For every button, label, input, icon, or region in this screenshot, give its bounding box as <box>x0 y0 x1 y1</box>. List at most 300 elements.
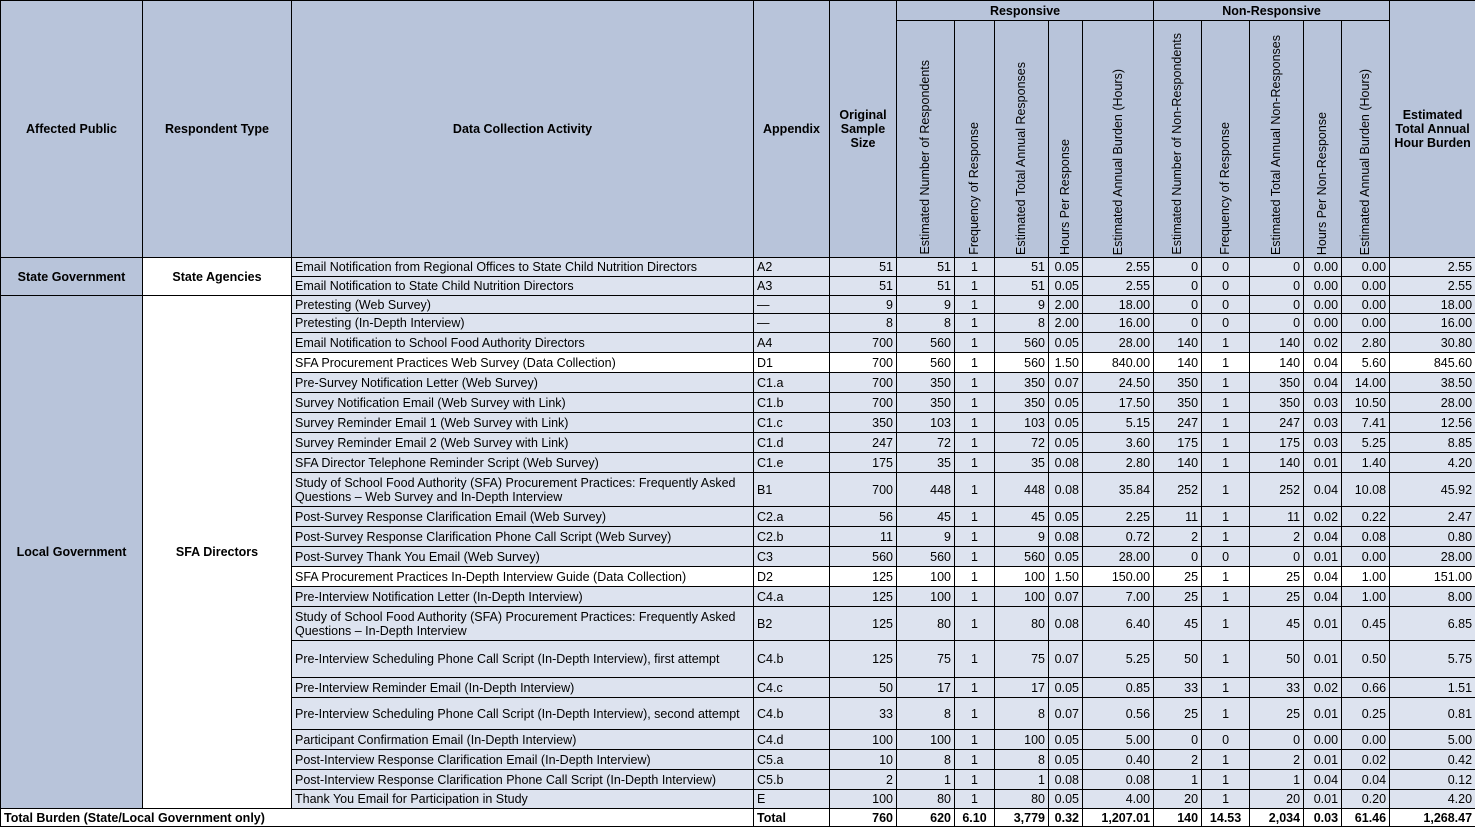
nr-hours-cell: 0.04 <box>1304 567 1342 587</box>
hours-per-response-cell: 0.08 <box>1049 453 1083 473</box>
total-responses-cell: 448 <box>995 473 1049 507</box>
total-appendix-cell: Total <box>754 809 830 827</box>
burden-cell: 150.00 <box>1083 567 1154 587</box>
respondents-cell: 1 <box>897 770 955 790</box>
activity-cell: Survey Notification Email (Web Survey with Link) <box>292 393 754 413</box>
nr-total-cell: 50 <box>1250 641 1304 678</box>
total-responses-cell: 8 <box>995 698 1049 730</box>
nr-total-cell: 0 <box>1250 258 1304 277</box>
nonrespondents-cell: 252 <box>1154 473 1202 507</box>
sample-size-cell: 175 <box>830 453 897 473</box>
total-responses-cell: 350 <box>995 393 1049 413</box>
burden-cell: 0.85 <box>1083 678 1154 698</box>
total-responses-cell: 51 <box>995 277 1049 296</box>
appendix-cell: C4.b <box>754 641 830 678</box>
nr-hours-cell: 0.02 <box>1304 333 1342 353</box>
appendix-cell: B1 <box>754 473 830 507</box>
activity-cell: SFA Procurement Practices In-Depth Interview Guide (Data Collection) <box>292 567 754 587</box>
nr-burden-cell: 14.00 <box>1342 373 1390 393</box>
sample-size-cell: 100 <box>830 790 897 809</box>
nr-hours-cell: 0.03 <box>1304 433 1342 453</box>
nr-burden-cell: 1.00 <box>1342 587 1390 607</box>
frequency-cell: 1 <box>955 547 995 567</box>
frequency-cell: 1 <box>955 393 995 413</box>
nr-total-cell: 0 <box>1250 547 1304 567</box>
nonrespondents-cell: 0 <box>1154 277 1202 296</box>
total-responses-cell: 560 <box>995 353 1049 373</box>
nr-total-cell: 11 <box>1250 507 1304 527</box>
total-responses-cell: 72 <box>995 433 1049 453</box>
total-nonrespondents-cell: 140 <box>1154 809 1202 827</box>
grand-total-cell: 28.00 <box>1390 393 1475 413</box>
total-row <box>1 809 1475 827</box>
header-activity: Data Collection Activity <box>292 1 754 258</box>
nr-burden-cell: 0.00 <box>1342 277 1390 296</box>
nr-total-cell: 25 <box>1250 698 1304 730</box>
frequency-cell: 1 <box>955 353 995 373</box>
respondents-cell: 560 <box>897 547 955 567</box>
total-responses-cell: 9 <box>995 527 1049 547</box>
table-row <box>1 296 1475 314</box>
total-label: Total Burden (State/Local Government only) <box>1 809 754 827</box>
nonrespondents-cell: 33 <box>1154 678 1202 698</box>
nr-burden-cell: 0.08 <box>1342 527 1390 547</box>
grand-total-cell: 6.85 <box>1390 607 1475 641</box>
total-responses-cell: 100 <box>995 587 1049 607</box>
respondents-cell: 17 <box>897 678 955 698</box>
nr-total-cell: 2 <box>1250 750 1304 770</box>
nr-total-cell: 0 <box>1250 314 1304 333</box>
respondents-cell: 9 <box>897 296 955 314</box>
sample-size-cell: 51 <box>830 277 897 296</box>
affected-public-cell: State Government <box>1 258 143 296</box>
nr-total-cell: 0 <box>1250 277 1304 296</box>
nonrespondents-cell: 0 <box>1154 547 1202 567</box>
hours-per-response-cell: 0.08 <box>1049 527 1083 547</box>
frequency-cell: 1 <box>955 678 995 698</box>
total-responses-cell: 9 <box>995 296 1049 314</box>
nonrespondents-cell: 350 <box>1154 373 1202 393</box>
nr-burden-cell: 0.22 <box>1342 507 1390 527</box>
sample-size-cell: 247 <box>830 433 897 453</box>
activity-cell: Pre-Interview Reminder Email (In-Depth Interview) <box>292 678 754 698</box>
table-row <box>1 258 1475 277</box>
respondents-cell: 35 <box>897 453 955 473</box>
appendix-cell: C1.d <box>754 433 830 453</box>
hours-per-response-cell: 1.50 <box>1049 353 1083 373</box>
total-responses-cell: 45 <box>995 507 1049 527</box>
frequency-cell: 1 <box>955 433 995 453</box>
activity-cell: Post-Survey Thank You Email (Web Survey) <box>292 547 754 567</box>
respondents-cell: 51 <box>897 277 955 296</box>
appendix-cell: C5.a <box>754 750 830 770</box>
sample-size-cell: 50 <box>830 678 897 698</box>
nr-hours-cell: 0.00 <box>1304 258 1342 277</box>
grand-total-cell: 2.55 <box>1390 277 1475 296</box>
nonrespondents-cell: 25 <box>1154 587 1202 607</box>
nonrespondents-cell: 247 <box>1154 413 1202 433</box>
nr-total-cell: 140 <box>1250 353 1304 373</box>
header-respondent-type: Respondent Type <box>143 1 292 258</box>
frequency-cell: 1 <box>955 567 995 587</box>
frequency-cell: 1 <box>955 333 995 353</box>
total-responses-cell: 17 <box>995 678 1049 698</box>
nr-total-cell: 350 <box>1250 393 1304 413</box>
header-est-respondents: Estimated Number of Respondents <box>897 21 955 258</box>
hours-per-response-cell: 1.50 <box>1049 567 1083 587</box>
grand-total-cell: 1.51 <box>1390 678 1475 698</box>
activity-cell: Participant Confirmation Email (In-Depth Interview) <box>292 730 754 750</box>
nr-frequency-cell: 1 <box>1202 353 1250 373</box>
total-nr-burden-cell: 61.46 <box>1342 809 1390 827</box>
appendix-cell: C4.d <box>754 730 830 750</box>
activity-cell: Pre-Survey Notification Letter (Web Survey) <box>292 373 754 393</box>
header-est-nonrespondents: Estimated Number of Non-Respondents <box>1154 21 1202 258</box>
frequency-cell: 1 <box>955 314 995 333</box>
nonrespondents-cell: 2 <box>1154 527 1202 547</box>
nr-burden-cell: 0.25 <box>1342 698 1390 730</box>
grand-total-cell: 38.50 <box>1390 373 1475 393</box>
activity-cell: Email Notification to School Food Authority Directors <box>292 333 754 353</box>
grand-total-cell: 18.00 <box>1390 296 1475 314</box>
activity-cell: Post-Survey Response Clarification Phone Call Script (Web Survey) <box>292 527 754 547</box>
grand-total-cell: 151.00 <box>1390 567 1475 587</box>
frequency-cell: 1 <box>955 507 995 527</box>
total-responses-cell: 75 <box>995 641 1049 678</box>
frequency-cell: 1 <box>955 587 995 607</box>
burden-cell: 7.00 <box>1083 587 1154 607</box>
appendix-cell: C4.a <box>754 587 830 607</box>
respondents-cell: 75 <box>897 641 955 678</box>
nr-frequency-cell: 1 <box>1202 750 1250 770</box>
burden-cell: 2.55 <box>1083 258 1154 277</box>
total-total-responses-cell: 3,779 <box>995 809 1049 827</box>
hours-per-response-cell: 0.05 <box>1049 547 1083 567</box>
frequency-cell: 1 <box>955 373 995 393</box>
nr-total-cell: 247 <box>1250 413 1304 433</box>
total-responses-cell: 100 <box>995 567 1049 587</box>
activity-cell: Post-Interview Response Clarification Phone Call Script (In-Depth Interview) <box>292 770 754 790</box>
nr-frequency-cell: 1 <box>1202 507 1250 527</box>
respondents-cell: 560 <box>897 353 955 373</box>
nr-hours-cell: 0.04 <box>1304 527 1342 547</box>
header-sample-size: Original Sample Size <box>830 1 897 258</box>
respondents-cell: 51 <box>897 258 955 277</box>
total-responses-cell: 8 <box>995 750 1049 770</box>
activity-cell: Pre-Interview Scheduling Phone Call Script (In-Depth Interview), first attempt <box>292 641 754 678</box>
nr-frequency-cell: 1 <box>1202 373 1250 393</box>
frequency-cell: 1 <box>955 698 995 730</box>
nr-hours-cell: 0.01 <box>1304 641 1342 678</box>
sample-size-cell: 100 <box>830 730 897 750</box>
sample-size-cell: 560 <box>830 547 897 567</box>
hours-per-response-cell: 0.07 <box>1049 373 1083 393</box>
respondents-cell: 72 <box>897 433 955 453</box>
sample-size-cell: 125 <box>830 587 897 607</box>
nr-total-cell: 252 <box>1250 473 1304 507</box>
activity-cell: Pretesting (In-Depth Interview) <box>292 314 754 333</box>
nr-burden-cell: 0.04 <box>1342 770 1390 790</box>
sample-size-cell: 700 <box>830 473 897 507</box>
hours-per-response-cell: 0.05 <box>1049 730 1083 750</box>
nr-burden-cell: 0.50 <box>1342 641 1390 678</box>
hours-per-response-cell: 0.07 <box>1049 641 1083 678</box>
nr-frequency-cell: 1 <box>1202 453 1250 473</box>
nr-hours-cell: 0.04 <box>1304 770 1342 790</box>
activity-cell: Pre-Interview Scheduling Phone Call Script (In-Depth Interview), second attempt <box>292 698 754 730</box>
sample-size-cell: 2 <box>830 770 897 790</box>
hours-per-response-cell: 0.07 <box>1049 698 1083 730</box>
nr-burden-cell: 0.02 <box>1342 750 1390 770</box>
nr-burden-cell: 5.25 <box>1342 433 1390 453</box>
burden-cell: 17.50 <box>1083 393 1154 413</box>
header-nr-frequency: Frequency of Response <box>1202 21 1250 258</box>
total-hours-per-response-cell: 0.32 <box>1049 809 1083 827</box>
nr-frequency-cell: 0 <box>1202 314 1250 333</box>
nr-hours-cell: 0.04 <box>1304 473 1342 507</box>
frequency-cell: 1 <box>955 413 995 433</box>
header-appendix: Appendix <box>754 1 830 258</box>
total-responses-cell: 100 <box>995 730 1049 750</box>
nonrespondents-cell: 2 <box>1154 750 1202 770</box>
nonrespondents-cell: 0 <box>1154 296 1202 314</box>
sample-size-cell: 350 <box>830 413 897 433</box>
frequency-cell: 1 <box>955 770 995 790</box>
grand-total-cell: 0.80 <box>1390 527 1475 547</box>
header-frequency: Frequency of Response <box>955 21 995 258</box>
sample-size-cell: 125 <box>830 641 897 678</box>
frequency-cell: 1 <box>955 641 995 678</box>
total-burden-cell: 1,207.01 <box>1083 809 1154 827</box>
hours-per-response-cell: 0.05 <box>1049 750 1083 770</box>
nr-frequency-cell: 1 <box>1202 527 1250 547</box>
burden-cell: 2.80 <box>1083 453 1154 473</box>
sample-size-cell: 125 <box>830 607 897 641</box>
nr-burden-cell: 7.41 <box>1342 413 1390 433</box>
sample-size-cell: 700 <box>830 353 897 373</box>
sample-size-cell: 700 <box>830 333 897 353</box>
appendix-cell: B2 <box>754 607 830 641</box>
activity-cell: Email Notification to State Child Nutrition Directors <box>292 277 754 296</box>
total-responses-cell: 103 <box>995 413 1049 433</box>
header-nonresponsive-group: Non-Responsive <box>1154 1 1390 21</box>
hours-per-response-cell: 0.07 <box>1049 587 1083 607</box>
hours-per-response-cell: 0.05 <box>1049 790 1083 809</box>
hours-per-response-cell: 0.05 <box>1049 433 1083 453</box>
burden-cell: 0.40 <box>1083 750 1154 770</box>
burden-cell: 6.40 <box>1083 607 1154 641</box>
nonrespondents-cell: 0 <box>1154 258 1202 277</box>
nr-burden-cell: 5.60 <box>1342 353 1390 373</box>
respondents-cell: 103 <box>897 413 955 433</box>
burden-cell: 35.84 <box>1083 473 1154 507</box>
burden-cell: 18.00 <box>1083 296 1154 314</box>
activity-cell: Study of School Food Authority (SFA) Procurement Practices: Frequently Asked Questions – Web Survey and In-Depth Interview <box>292 473 754 507</box>
total-responses-cell: 80 <box>995 607 1049 641</box>
sample-size-cell: 8 <box>830 314 897 333</box>
respondents-cell: 8 <box>897 698 955 730</box>
sample-size-cell: 700 <box>830 373 897 393</box>
nonrespondents-cell: 45 <box>1154 607 1202 641</box>
activity-cell: Pretesting (Web Survey) <box>292 296 754 314</box>
nr-hours-cell: 0.01 <box>1304 607 1342 641</box>
nr-frequency-cell: 0 <box>1202 258 1250 277</box>
activity-cell: Pre-Interview Notification Letter (In-Depth Interview) <box>292 587 754 607</box>
nr-frequency-cell: 1 <box>1202 678 1250 698</box>
appendix-cell: C2.a <box>754 507 830 527</box>
frequency-cell: 1 <box>955 750 995 770</box>
grand-total-cell: 2.55 <box>1390 258 1475 277</box>
nr-burden-cell: 1.00 <box>1342 567 1390 587</box>
nr-hours-cell: 0.04 <box>1304 587 1342 607</box>
nr-frequency-cell: 1 <box>1202 641 1250 678</box>
respondents-cell: 350 <box>897 373 955 393</box>
burden-cell: 3.60 <box>1083 433 1154 453</box>
hours-per-response-cell: 0.08 <box>1049 770 1083 790</box>
activity-cell: Post-Survey Response Clarification Email (Web Survey) <box>292 507 754 527</box>
sample-size-cell: 56 <box>830 507 897 527</box>
hours-per-response-cell: 0.05 <box>1049 258 1083 277</box>
hours-per-response-cell: 0.08 <box>1049 473 1083 507</box>
grand-total-cell: 845.60 <box>1390 353 1475 373</box>
respondents-cell: 45 <box>897 507 955 527</box>
header-affected-public: Affected Public <box>1 1 143 258</box>
burden-cell: 0.56 <box>1083 698 1154 730</box>
total-responses-cell: 8 <box>995 314 1049 333</box>
header-nr-burden: Estimated Annual Burden (Hours) <box>1342 21 1390 258</box>
burden-cell: 28.00 <box>1083 547 1154 567</box>
total-responses-cell: 35 <box>995 453 1049 473</box>
total-sample-size-cell: 760 <box>830 809 897 827</box>
grand-total-cell: 0.12 <box>1390 770 1475 790</box>
nr-total-cell: 350 <box>1250 373 1304 393</box>
nr-hours-cell: 0.01 <box>1304 547 1342 567</box>
activity-cell: Thank You Email for Participation in Study <box>292 790 754 809</box>
appendix-cell: E <box>754 790 830 809</box>
activity-cell: Email Notification from Regional Offices to State Child Nutrition Directors <box>292 258 754 277</box>
respondents-cell: 448 <box>897 473 955 507</box>
hours-per-response-cell: 0.05 <box>1049 678 1083 698</box>
frequency-cell: 1 <box>955 258 995 277</box>
appendix-cell: — <box>754 296 830 314</box>
total-responses-cell: 350 <box>995 373 1049 393</box>
appendix-cell: C4.b <box>754 698 830 730</box>
respondents-cell: 8 <box>897 314 955 333</box>
nonrespondents-cell: 0 <box>1154 314 1202 333</box>
nr-hours-cell: 0.00 <box>1304 277 1342 296</box>
sample-size-cell: 700 <box>830 393 897 413</box>
respondents-cell: 350 <box>897 393 955 413</box>
nr-burden-cell: 2.80 <box>1342 333 1390 353</box>
nr-hours-cell: 0.02 <box>1304 678 1342 698</box>
nonrespondents-cell: 175 <box>1154 433 1202 453</box>
burden-cell: 0.08 <box>1083 770 1154 790</box>
table-body <box>1 258 1475 827</box>
total-responses-cell: 80 <box>995 790 1049 809</box>
appendix-cell: D1 <box>754 353 830 373</box>
nr-total-cell: 140 <box>1250 453 1304 473</box>
respondents-cell: 560 <box>897 333 955 353</box>
nonrespondents-cell: 140 <box>1154 353 1202 373</box>
burden-cell: 28.00 <box>1083 333 1154 353</box>
nr-total-cell: 140 <box>1250 333 1304 353</box>
nonrespondents-cell: 140 <box>1154 453 1202 473</box>
nr-total-cell: 0 <box>1250 296 1304 314</box>
nonrespondents-cell: 20 <box>1154 790 1202 809</box>
nr-hours-cell: 0.01 <box>1304 750 1342 770</box>
nr-frequency-cell: 0 <box>1202 296 1250 314</box>
nr-hours-cell: 0.03 <box>1304 413 1342 433</box>
total-nr-hours-cell: 0.03 <box>1304 809 1342 827</box>
burden-cell: 24.50 <box>1083 373 1154 393</box>
nr-total-cell: 25 <box>1250 567 1304 587</box>
appendix-cell: C1.b <box>754 393 830 413</box>
grand-total-cell: 30.80 <box>1390 333 1475 353</box>
grand-total-cell: 12.56 <box>1390 413 1475 433</box>
nr-hours-cell: 0.01 <box>1304 790 1342 809</box>
nr-frequency-cell: 1 <box>1202 790 1250 809</box>
nr-hours-cell: 0.00 <box>1304 314 1342 333</box>
nr-hours-cell: 0.03 <box>1304 393 1342 413</box>
nr-frequency-cell: 1 <box>1202 587 1250 607</box>
respondents-cell: 100 <box>897 587 955 607</box>
frequency-cell: 1 <box>955 453 995 473</box>
nr-total-cell: 33 <box>1250 678 1304 698</box>
header-nr-total: Estimated Total Annual Non-Responses <box>1250 21 1304 258</box>
header-responsive-group: Responsive <box>897 1 1154 21</box>
nr-total-cell: 25 <box>1250 587 1304 607</box>
total-responses-cell: 560 <box>995 547 1049 567</box>
frequency-cell: 1 <box>955 473 995 507</box>
nr-frequency-cell: 1 <box>1202 333 1250 353</box>
nr-frequency-cell: 1 <box>1202 393 1250 413</box>
burden-cell: 2.55 <box>1083 277 1154 296</box>
nr-burden-cell: 0.00 <box>1342 258 1390 277</box>
appendix-cell: A4 <box>754 333 830 353</box>
frequency-cell: 1 <box>955 730 995 750</box>
nr-hours-cell: 0.02 <box>1304 507 1342 527</box>
header-nr-hours: Hours Per Non-Response <box>1304 21 1342 258</box>
total-nr-frequency-cell: 14.53 <box>1202 809 1250 827</box>
grand-total-cell: 8.00 <box>1390 587 1475 607</box>
nr-burden-cell: 0.00 <box>1342 730 1390 750</box>
activity-cell: Survey Reminder Email 1 (Web Survey with Link) <box>292 413 754 433</box>
nr-total-cell: 20 <box>1250 790 1304 809</box>
nr-burden-cell: 0.00 <box>1342 547 1390 567</box>
hours-per-response-cell: 0.05 <box>1049 277 1083 296</box>
frequency-cell: 1 <box>955 296 995 314</box>
activity-cell: Survey Reminder Email 2 (Web Survey with Link) <box>292 433 754 453</box>
respondents-cell: 9 <box>897 527 955 547</box>
respondents-cell: 100 <box>897 730 955 750</box>
nr-frequency-cell: 0 <box>1202 547 1250 567</box>
hours-per-response-cell: 2.00 <box>1049 296 1083 314</box>
appendix-cell: C1.c <box>754 413 830 433</box>
grand-total-cell: 0.42 <box>1390 750 1475 770</box>
header-burden: Estimated Annual Burden (Hours) <box>1083 21 1154 258</box>
sample-size-cell: 125 <box>830 567 897 587</box>
nr-total-cell: 1 <box>1250 770 1304 790</box>
sample-size-cell: 10 <box>830 750 897 770</box>
hours-per-response-cell: 2.00 <box>1049 314 1083 333</box>
grand-total-cell: 5.75 <box>1390 641 1475 678</box>
grand-total-cell: 4.20 <box>1390 790 1475 809</box>
nonrespondents-cell: 50 <box>1154 641 1202 678</box>
respondents-cell: 100 <box>897 567 955 587</box>
appendix-cell: C5.b <box>754 770 830 790</box>
respondents-cell: 80 <box>897 790 955 809</box>
hours-per-response-cell: 0.05 <box>1049 413 1083 433</box>
